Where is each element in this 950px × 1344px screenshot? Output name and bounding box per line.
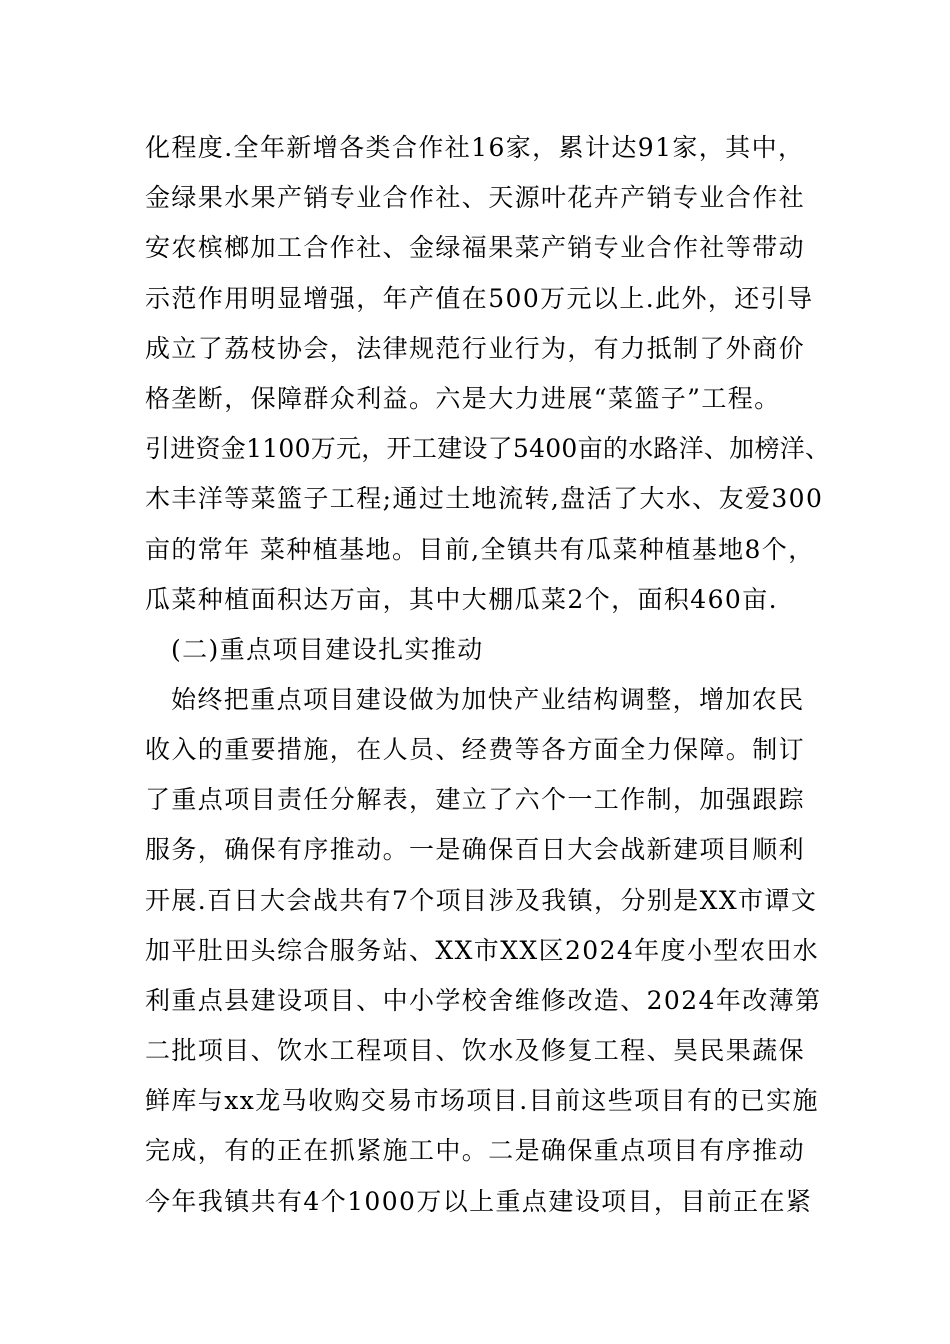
body-text-line: 完成，有的正在抓紧施工中。二是确保重点项目有序推动 xyxy=(145,1136,806,1165)
body-text-line: 二批项目、饮水工程项目、饮水及修复工程、昊民果蔬保 xyxy=(145,1036,806,1065)
body-text-line: 服务，确保有序推动。一是确保百日大会战新建项目顺利 xyxy=(145,835,806,864)
body-text-line: 收入的重要措施，在人员、经费等各方面全力保障。制订 xyxy=(145,735,806,764)
body-text-line: 利重点县建设项目、中小学校舍维修改造、2024年改薄第 xyxy=(145,986,822,1015)
body-text-line: 安农槟榔加工合作社、金绿福果菜产销专业合作社等带动 xyxy=(145,233,806,262)
body-text-line: 引进资金1100万元，开工建设了5400亩的水路洋、加榜洋、 xyxy=(145,434,831,463)
body-text-line: 鲜库与xx龙马收购交易市场项目.目前这些项目有的已实施 xyxy=(145,1086,819,1115)
body-text-line: 成立了荔枝协会，法律规范行业行为，有力抵制了外商价 xyxy=(145,334,806,363)
body-text-line: 示范作用明显增强，年产值在500万元以上.此外，还引导 xyxy=(145,284,814,313)
body-text-line: 了重点项目责任分解表，建立了六个一工作制，加强跟踪 xyxy=(145,785,806,814)
body-text-line: 加平肚田头综合服务站、XX市XX区2024年度小型农田水 xyxy=(145,936,820,965)
body-text-line: 瓜菜种植面积达万亩，其中大棚瓜菜2个，面积460亩. xyxy=(145,585,778,614)
body-text-line: 开展.百日大会战共有7个项目涉及我镇，分别是XX市谭文 xyxy=(145,886,818,915)
body-text-line: 金绿果水果产销专业合作社、天源叶花卉产销专业合作社 xyxy=(145,183,806,212)
body-text-line: 格垄断，保障群众利益。六是大力进展“菜篮子”工程。 xyxy=(145,384,781,413)
body-text-line: 今年我镇共有4个1000万以上重点建设项目，目前正在紧 xyxy=(145,1187,813,1216)
body-text-line: 化程度.全年新增各类合作社16家，累计达91家，其中， xyxy=(145,133,805,162)
section-heading: (二)重点项目建设扎实推动 xyxy=(171,635,484,664)
body-text-line: 亩的常年 菜种植基地。目前,全镇共有瓜菜种植基地8个， xyxy=(145,535,815,564)
body-text-line: 木丰洋等菜篮子工程;通过土地流转,盘活了大水、友爱300 xyxy=(145,484,824,513)
body-text-line: 始终把重点项目建设做为加快产业结构调整，增加农民 xyxy=(171,685,805,714)
